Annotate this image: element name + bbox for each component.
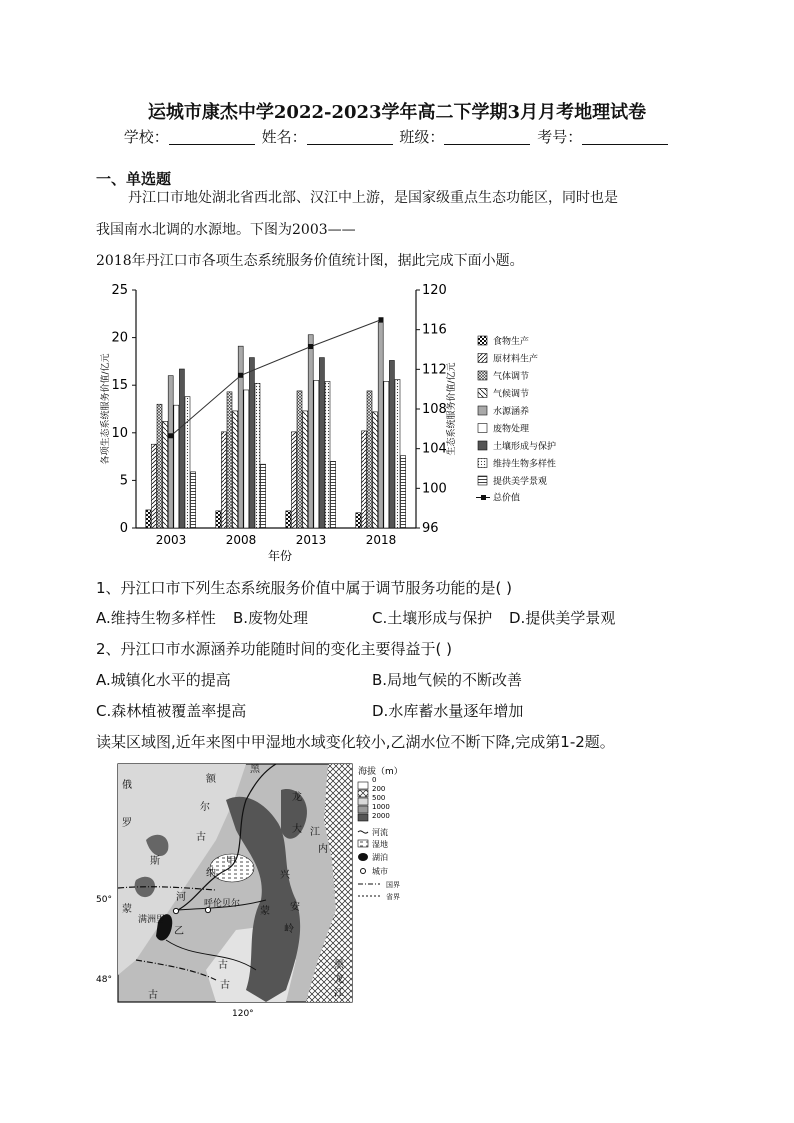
y-axis-title: 各项生态系统服务价值/亿元 <box>101 353 111 465</box>
map-label: 罗 <box>122 818 132 829</box>
bar <box>401 456 406 528</box>
map-legend-label: 2000 <box>372 812 390 820</box>
legend-swatch <box>478 354 487 363</box>
legend-swatch <box>478 336 487 345</box>
page-title: 运城市康杰中学2022-2023学年高二下学期3月月考地理试卷 <box>147 102 647 123</box>
map-label: 蒙 <box>122 904 132 915</box>
y-right-axis-title: 生态系统服务价值/亿元 <box>447 362 457 456</box>
legend-label: 气体调节 <box>493 372 530 382</box>
map-legend-label: 省界 <box>386 893 400 901</box>
legend-swatch <box>478 424 487 433</box>
map-label: 俄 <box>122 780 132 791</box>
y-right-tick-label: 112 <box>422 362 447 378</box>
y-tick-label: 5 <box>119 473 128 489</box>
bar <box>221 432 226 528</box>
y-right-tick-label: 120 <box>422 283 447 298</box>
bar <box>314 380 319 528</box>
bar <box>319 358 324 528</box>
class-label: 班级： <box>399 128 445 146</box>
y-right-tick-label: 108 <box>422 402 447 417</box>
y-right-tick-label: 104 <box>422 441 447 457</box>
q2-option-d[interactable]: D.水库蓄水量逐年增加 <box>372 702 524 720</box>
map-legend <box>358 765 403 901</box>
map-label: 大 <box>292 824 302 835</box>
map-label: 额 <box>206 774 216 785</box>
ecosystem-value-chart <box>96 280 586 565</box>
student-info-row <box>0 126 794 147</box>
legend-label: 总价值 <box>493 493 521 504</box>
legend-swatch <box>478 476 487 485</box>
map-legend-title: 海拔（m） <box>358 767 403 777</box>
name-blank[interactable] <box>307 130 393 145</box>
bar <box>233 411 238 528</box>
legend-label: 提供美学景观 <box>493 477 548 487</box>
bar <box>249 358 254 528</box>
map-legend-label: 湖泊 <box>372 853 388 862</box>
x-tick-label: 2008 <box>225 533 257 547</box>
q2-option-c[interactable]: C.森林植被覆盖率提高 <box>96 702 247 720</box>
legend-line-marker <box>481 495 486 500</box>
intro-line-2: 我国南水北调的水源地。下图为2003—— <box>96 222 356 238</box>
map-label: 龙 <box>292 792 302 803</box>
bar <box>331 461 336 528</box>
bar <box>286 511 291 528</box>
map-label: 斯 <box>150 856 160 867</box>
y-right-tick-label: 116 <box>422 322 447 338</box>
class-blank[interactable] <box>444 130 530 145</box>
q1-option-d[interactable]: D.提供美学景观 <box>509 609 616 627</box>
bar <box>157 404 162 528</box>
y-tick-label: 10 <box>111 425 128 441</box>
q1-option-c[interactable]: C.土壤形成与保护 <box>372 609 493 627</box>
q1-option-b[interactable]: B.废物处理 <box>233 609 309 627</box>
map-legend-label: 1000 <box>372 803 390 811</box>
q2-option-a[interactable]: A.城镇化水平的提高 <box>96 671 231 689</box>
y-right-tick-label: 100 <box>422 481 447 497</box>
map-label: 龙 <box>334 974 344 985</box>
bar <box>361 431 366 528</box>
legend-label: 维持生物多样性 <box>493 459 557 470</box>
map-legend-label: 城市 <box>372 867 388 876</box>
map-legend-label: 国界 <box>386 881 400 889</box>
school-blank[interactable] <box>169 130 255 145</box>
map-legend-label: 湿地 <box>372 840 388 849</box>
map-label: 古 <box>196 832 206 843</box>
legend-label: 气候调节 <box>493 389 530 400</box>
bar <box>191 472 196 528</box>
bar <box>291 432 296 528</box>
map-label: 内 <box>318 844 328 855</box>
map-label: 河 <box>176 892 186 903</box>
map-label: 黑 <box>250 764 260 775</box>
map-legend-label: 500 <box>372 794 386 802</box>
bar <box>244 390 249 528</box>
bar <box>179 369 184 528</box>
bar <box>146 510 151 528</box>
region-map <box>96 760 426 1020</box>
map-label: 纳 <box>206 868 216 879</box>
map-legend-label: 河流 <box>372 828 388 837</box>
legend-label: 废物处理 <box>493 424 530 435</box>
bar <box>255 383 260 528</box>
map-label: 古 <box>220 980 230 991</box>
map-label: 甲 <box>226 856 236 867</box>
legend-label: 水源涵养 <box>493 407 530 417</box>
x-tick-label: 2003 <box>155 533 187 547</box>
bar <box>151 444 156 528</box>
bar <box>261 464 266 528</box>
map-label: 江 <box>334 988 344 999</box>
total-value-line <box>171 320 381 436</box>
map-legend-label: 200 <box>372 785 386 793</box>
exam-no-blank[interactable] <box>582 130 668 145</box>
legend-label: 食物生产 <box>493 337 530 347</box>
map-label: 兴 <box>280 870 290 881</box>
bar <box>168 376 173 528</box>
school-label: 学校： <box>123 128 169 146</box>
map-label: 乙 <box>174 926 184 937</box>
map-label: 呼伦贝尔 <box>204 899 241 909</box>
map-label: 古 <box>218 960 228 971</box>
map-label: 岭 <box>284 924 294 935</box>
bar <box>174 405 179 528</box>
q2-option-b[interactable]: B.局地气候的不断改善 <box>372 671 523 689</box>
bar <box>373 412 378 528</box>
legend-swatch <box>478 441 487 450</box>
legend-swatch <box>478 406 487 415</box>
bar <box>395 379 400 528</box>
q1-option-a[interactable]: A.维持生物多样性 <box>96 609 216 627</box>
map-label: 蒙 <box>260 906 270 917</box>
y-tick-label: 20 <box>111 330 128 346</box>
bar <box>297 391 302 528</box>
bar <box>185 397 190 528</box>
map-label: 黑 <box>334 960 344 971</box>
total-value-point <box>379 317 384 322</box>
section-heading: 一、单选题 <box>96 170 172 188</box>
map-legend-label: 0 <box>372 776 377 784</box>
intro-line-1: 丹江口市地处湖北省西北部、汉江中上游，是国家级重点生态功能区，同时也是 <box>128 190 618 206</box>
bar <box>163 421 168 528</box>
bar <box>384 381 389 528</box>
bar <box>227 392 232 528</box>
lat-label-48: 48° <box>96 975 112 985</box>
x-tick-label: 2018 <box>365 533 397 547</box>
exam-no-label: 考号： <box>537 128 583 146</box>
legend-swatch <box>478 389 487 398</box>
y-tick-label: 25 <box>111 283 128 298</box>
bar <box>378 322 383 528</box>
map-label: 安 <box>290 902 300 913</box>
bar <box>216 511 221 528</box>
bar <box>308 335 313 528</box>
map-label: 满洲里 <box>138 915 166 925</box>
y-tick-label: 0 <box>119 521 128 536</box>
y-tick-label: 15 <box>111 378 128 394</box>
legend-label: 原材料生产 <box>493 354 539 365</box>
city-manzhouli <box>173 908 178 913</box>
map-label: 尔 <box>200 802 210 813</box>
x-tick-label: 2013 <box>295 533 327 547</box>
bar <box>356 513 361 528</box>
question-1-stem: 1、丹江口市下列生态系统服务价值中属于调节服务功能的是( ) <box>96 579 513 597</box>
legend-swatch <box>478 459 487 468</box>
total-value-point <box>309 344 314 349</box>
bar <box>325 381 330 528</box>
y-right-tick-label: 96 <box>422 521 439 536</box>
bar <box>389 360 394 528</box>
lat-label-50: 50° <box>96 895 112 905</box>
bar <box>367 391 372 528</box>
lon-label-120: 120° <box>232 1009 254 1019</box>
total-value-point <box>239 373 244 378</box>
legend-swatch <box>478 371 487 380</box>
x-axis-title: 年份 <box>267 549 293 563</box>
name-label: 姓名： <box>261 128 307 146</box>
map-label: 江 <box>310 827 320 838</box>
bar <box>303 411 308 528</box>
map-intro: 读某区域图,近年来图中甲湿地水域变化较小,乙湖水位不断下降,完成第1-2题。 <box>96 733 615 751</box>
question-2-stem: 2、丹江口市水源涵养功能随时间的变化主要得益于( ) <box>96 640 453 658</box>
total-value-point <box>169 433 174 438</box>
legend-label: 土壤形成与保护 <box>493 442 557 452</box>
intro-line-3: 2018年丹江口市各项生态系统服务价值统计图，据此完成下面小题。 <box>96 253 524 269</box>
map-label: 古 <box>148 990 158 1001</box>
